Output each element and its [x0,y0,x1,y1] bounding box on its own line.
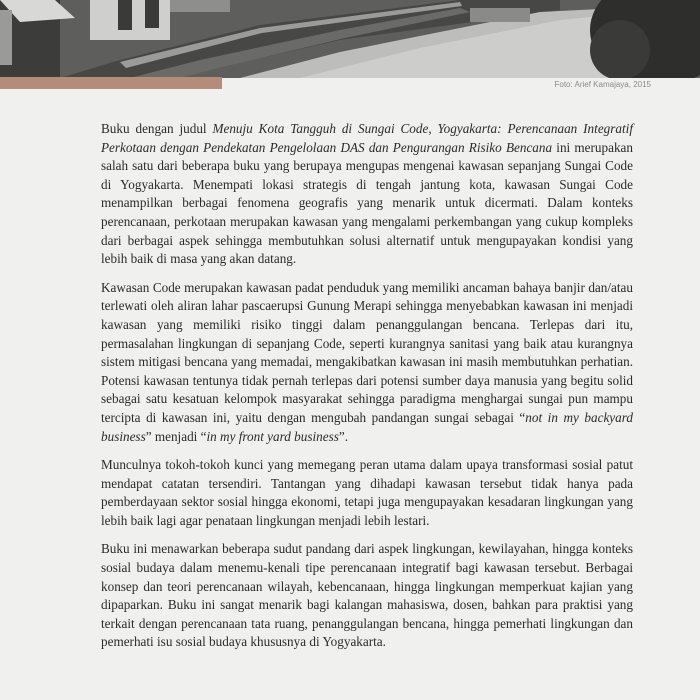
quote-not-in-my-backyard: not in my backyard business [101,409,633,444]
body-text [101,120,633,662]
paragraph-4: Buku ini menawarkan beberapa sudut pandang dari aspek lingkungan, kewilayahan, hingga konteks sosial budaya dalam menemu-kenali tipe perencanaan integratif bagi kawasan tersebut. Berbagai konsep dan teori perencanaan wilayah, kebencanaan, hingga lingkungan memperkuat kajian yang dipaparkan. Buku ini sangat menarik bagi kalangan mahasiswa, dosen, bahkan para praktisi yang terkait dengan perencanaan tata ruang, penanggulangan bencana, hingga pemerhati lingkungan dan pemerhati isu sosial budaya khususnya di Yogyakarta. [101,541,633,650]
paragraph-1-body: ini merupakan salah satu dari beberapa buku yang berupaya mengupas mengenai kawasan sepanjang Sungai Code di Yogyakarta. Menempati lokasi strategis di tengah jantung kota, kawasan Sungai Code menampilkan berbagai fenomena geografis yang menarik untuk dicermati. Dalam konteks perencanaan, perkotaan merupakan kawasan yang mengalami perkembangan yang cukup kompleks dari berbagai aspek sehingga membutuhkan solusi alternatif untuk mengupayakan kondisi yang lebih baik di masa yang akan datang. [101,139,633,267]
paragraph-3: Munculnya tokoh-tokoh kunci yang memegang peran utama dalam upaya transformasi sosial patut mendapat catatan tersendiri. Tantangan yang dihadapi kawasan tersebut tidak hanya pada pemberdayaan sektor sosial hingga ekonomi, tetapi juga mengupayakan kesadaran lingkungan yang lebih baik lagi agar penataan lingkungan menjadi lebih lestari. [101,457,633,528]
paragraph-2-body: Kawasan Code merupakan kawasan padat penduduk yang memiliki ancaman bahaya banjir dan/atau terlewati oleh aliran lahar pascaerupsi Gunung Merapi sehingga menyebabkan kawasan ini menjadi kawasan yang memiliki risiko tinggi dalam penanggulangan bencana. Terlepas dari itu, permasalahan lingkungan di sepanjang Code, seperti kurangnya sanitasi yang baik atau kurangnya sistem mitigasi bencana yang memadai, mengakibatkan kawasan ini masih membutuhkan perhatian. Potensi kawasan tentunya tidak pernah terlepas dari potensi sumber daya manusia yang begitu solid sebagai satu kesatuan kelompok masyarakat sehingga paradigma menghargai sungai pun mampu tercipta di kawasan ini, yaitu dengan mengubah pandangan sungai sebagai “ [101,279,633,425]
paragraph-2 [101,279,633,446]
river-photo-illustration [0,0,700,78]
paragraph-2-connector: ” menjadi “ [145,428,207,444]
book-title: Menuju Kota Tangguh di Sungai Code, Yogyakarta: Perencanaan Integratif Perkotaan dengan Pendekatan Pengelolaan DAS dan Pengurangan Risiko Bencana [101,121,633,155]
header-photo [0,0,700,78]
quote-in-my-front-yard: in my front yard business [206,428,339,444]
accent-bar [0,77,222,89]
paragraph-1 [101,120,633,269]
photo-caption: Foto: Arief Kamajaya, 2015 [554,80,651,89]
paragraph-1-intro: Buku dengan judul [101,121,213,136]
paragraph-2-end: ”. [338,428,348,444]
